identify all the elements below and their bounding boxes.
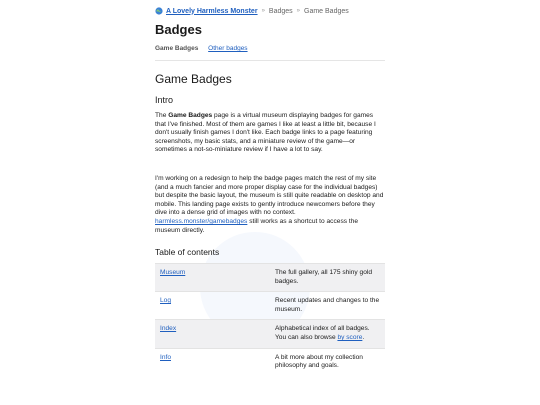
gamebadges-shortcut-link[interactable]: harmless.monster/gamebadges bbox=[155, 217, 248, 225]
intro-bold-term: Game Badges bbox=[168, 112, 213, 119]
intro-heading: Intro bbox=[155, 95, 174, 105]
toc-heading: Table of contents bbox=[155, 247, 220, 257]
index-link[interactable]: Index bbox=[160, 325, 177, 333]
toc-row-index bbox=[155, 320, 385, 348]
museum-link[interactable]: Museum bbox=[160, 269, 186, 276]
page-title: Badges bbox=[155, 22, 202, 37]
breadcrumb-separator: » bbox=[296, 8, 300, 14]
breadcrumb-item-current: Game Badges bbox=[304, 7, 349, 15]
section-nav-current: Game Badges bbox=[155, 45, 199, 52]
main-heading: Game Badges bbox=[155, 72, 232, 86]
toc-description: Recent updates and changes to the museum. bbox=[270, 292, 385, 320]
globe-icon bbox=[155, 7, 163, 15]
toc-table bbox=[155, 263, 385, 376]
toc-row-info bbox=[155, 348, 385, 376]
toc-row-museum bbox=[155, 264, 385, 292]
intro-paragraph-1: The Game Badges page is a virtual museum displaying badges for games that I've finished. Most of them are games I like at least a little bit, because I don't usually finish games I don't like. Each badge links to a page featuring screenshots, my basic stats, and a miniature review of the game—or sometimes a not-so-miniature review if I have a lot to say. bbox=[155, 112, 376, 154]
section-nav bbox=[155, 45, 248, 52]
info-link[interactable]: Info bbox=[160, 353, 171, 361]
breadcrumb-separator: » bbox=[261, 8, 265, 14]
toc-description: The full gallery, all 175 shiny gold badges. bbox=[270, 264, 385, 292]
breadcrumb-item-badges: Badges bbox=[268, 7, 293, 15]
toc-description: A bit more about my collection philosophy and goals. bbox=[270, 348, 385, 376]
by-score-link[interactable]: by score bbox=[337, 333, 363, 341]
breadcrumb-home-link[interactable]: A Lovely Harmless Monster bbox=[166, 7, 258, 15]
divider bbox=[155, 60, 385, 61]
intro-paragraph-2: I'm working on a redesign to help the badge pages match the rest of my site (and a much fancier and more proper display case for the individual badges) but despite the basic layout, the museum is still quite readable on desktop and mobile. This landing page exists to gently introduce newcomers before they dive into a dense grid of images with no context. harmless.monster/gamebadges still works as a shortcut to access the museum directly. bbox=[155, 175, 384, 234]
breadcrumb bbox=[155, 7, 349, 15]
toc-description: Alphabetical index of all badges. You can also browse by score. bbox=[270, 320, 385, 348]
other-badges-link[interactable]: Other badges bbox=[208, 45, 248, 52]
log-link[interactable]: Log bbox=[160, 297, 172, 305]
toc-row-log bbox=[155, 292, 385, 320]
